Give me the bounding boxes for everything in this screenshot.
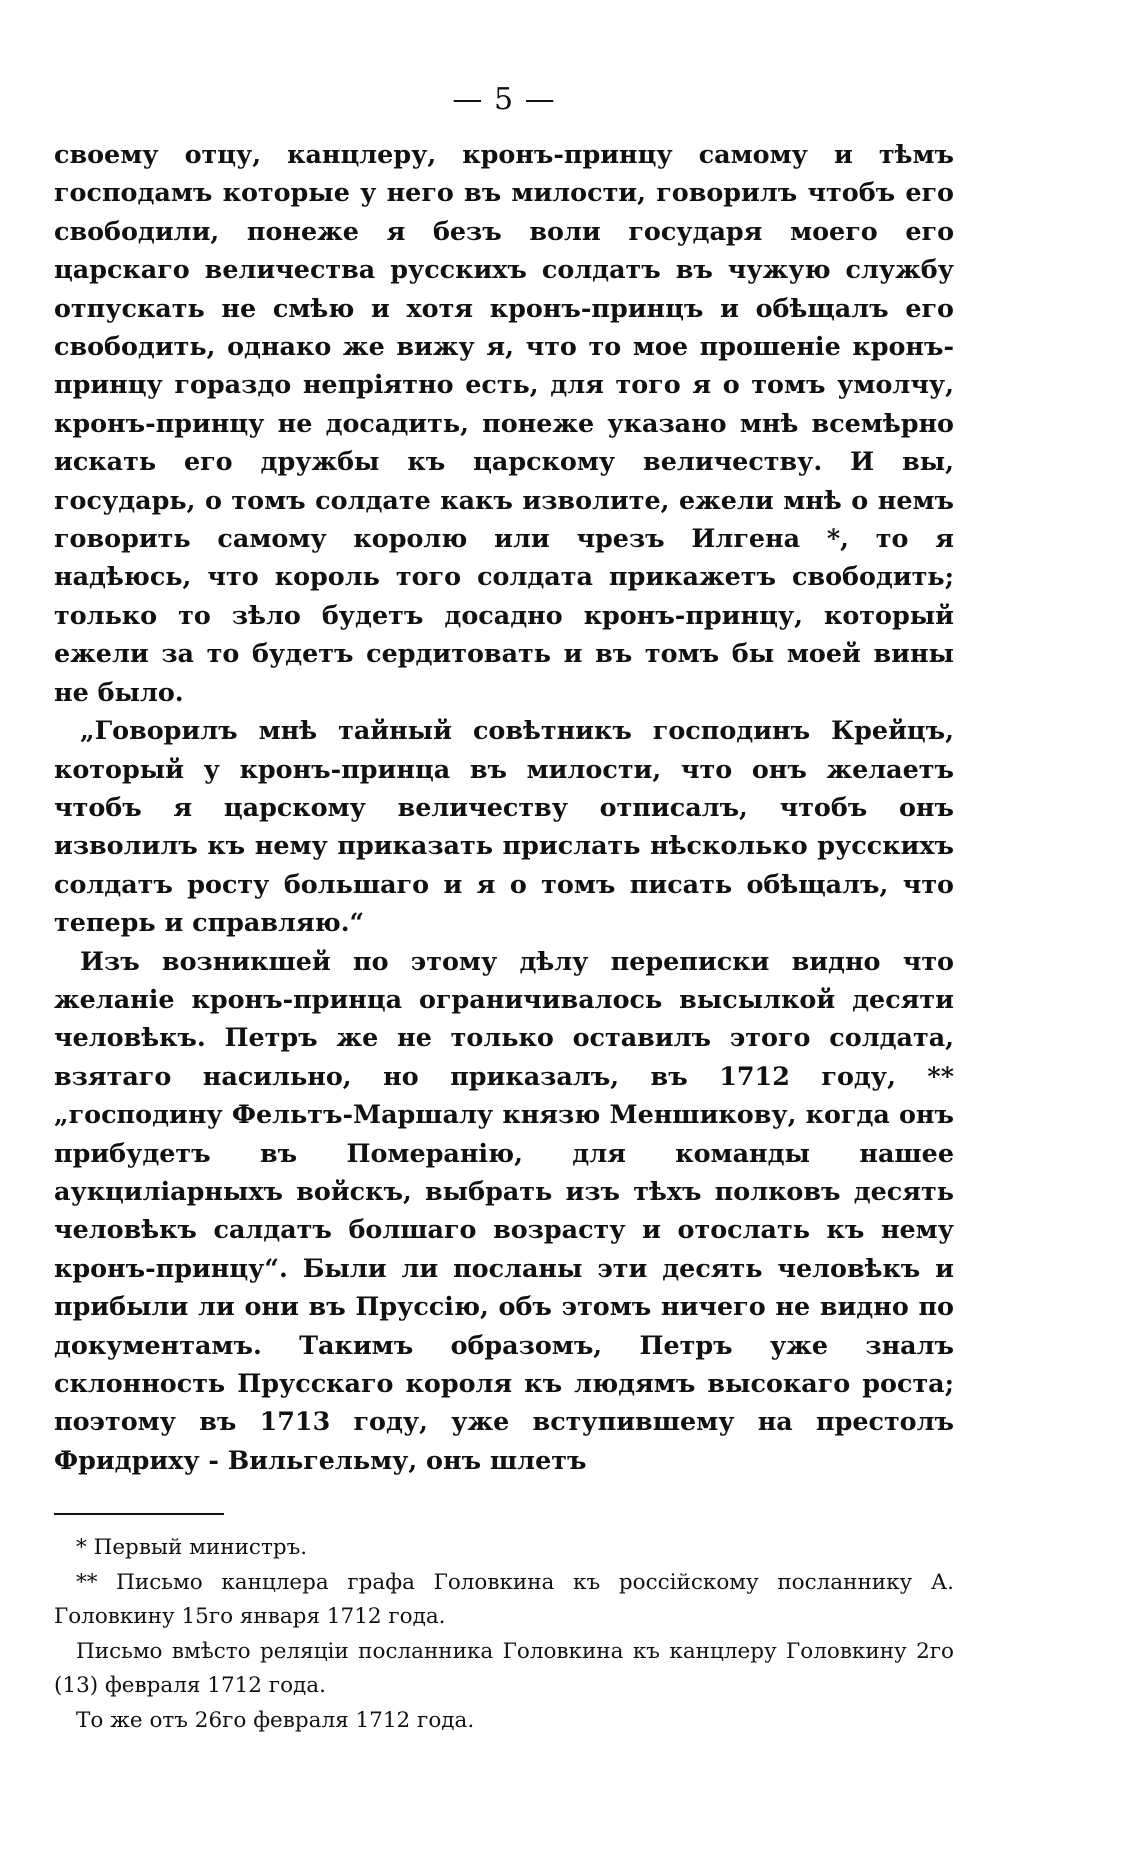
paragraph-2: „Говорилъ мнѣ тайный совѣтникъ господинъ Крейцъ, который у кронъ-принца въ милости, что онъ желаетъ чтобъ я царскому величеству отписалъ, чтобъ онъ изволилъ къ нему приказать прислать нѣсколько русскихъ солдатъ росту большаго и я о томъ писать обѣщалъ, что теперь и справляю.“ [54,715,954,938]
footnote-3: Письмо вмѣсто реляціи посланника Головкина къ канцлеру Головкину 2го (13) февраля 1712 года. [54,1638,954,1699]
footnote-divider [54,1513,224,1515]
paragraph-3: Изъ возникшей по этому дѣлу переписки видно что желаніе кронъ-принца ограничивалось высылкой десяти человѣкъ. Петръ же не только оставилъ этого солдата, взятаго насильно, но приказалъ, въ 1712 году, ** „господину Фельтъ-Маршалу князю Меншикову, когда онъ прибудетъ въ Померанію, для команды нашее аукциліарныхъ войскъ, выбрать изъ тѣхъ полковъ десять человѣкъ салдатъ болшаго возрасту и отослать къ нему кронъ-принцу“. Были ли посланы эти десять человѣкъ и прибыли ли они въ Пруссію, объ этомъ ничего не видно по документамъ. Такимъ образомъ, Петръ уже зналъ склонность Прусскаго короля къ людямъ высокаго роста; поэтому въ 1713 году, уже вступившему на престолъ Фридриху - Вильгельму, онъ шлетъ [54,945,954,1475]
body-text [54,135,954,1479]
paragraph-1: своему отцу, канцлеру, кронъ-принцу самому и тѣмъ господамъ которые у него въ милости, говорилъ чтобъ его свободили, понеже я безъ воли государя моего его царскаго величества русскихъ солдатъ въ чужую службу отпускать не смѣю и хотя кронъ-принцъ и обѣщалъ его свободить, однако же вижу я, что то мое прошеніе кронъ-принцу гораздо непріятно есть, для того я о томъ умолчу, кронъ-принцу не досадить, понеже указано мнѣ всемѣрно искать его дружбы къ царскому величеству. И вы, государь, о томъ солдате какъ изволите, ежели мнѣ о немъ говорить самому королю или чрезъ Илгена *, то я надѣюсь, что король того солдата прикажетъ свободить; только то зѣло будетъ досадно кронъ-принцу, который ежели за то будетъ сердитовать и въ томъ бы моей вины не было. [54,139,954,707]
page-number: — 5 — [452,82,556,117]
footnote-1: * Первый министръ. [76,1535,308,1561]
footnote-4: То же отъ 26го февраля 1712 года. [76,1707,475,1733]
footnotes [54,1531,954,1738]
footnote-2: ** Письмо канцлера графа Головкина къ россійскому посланнику А. Головкину 15го января 1712 года. [54,1569,954,1630]
document-page [54,82,954,1738]
